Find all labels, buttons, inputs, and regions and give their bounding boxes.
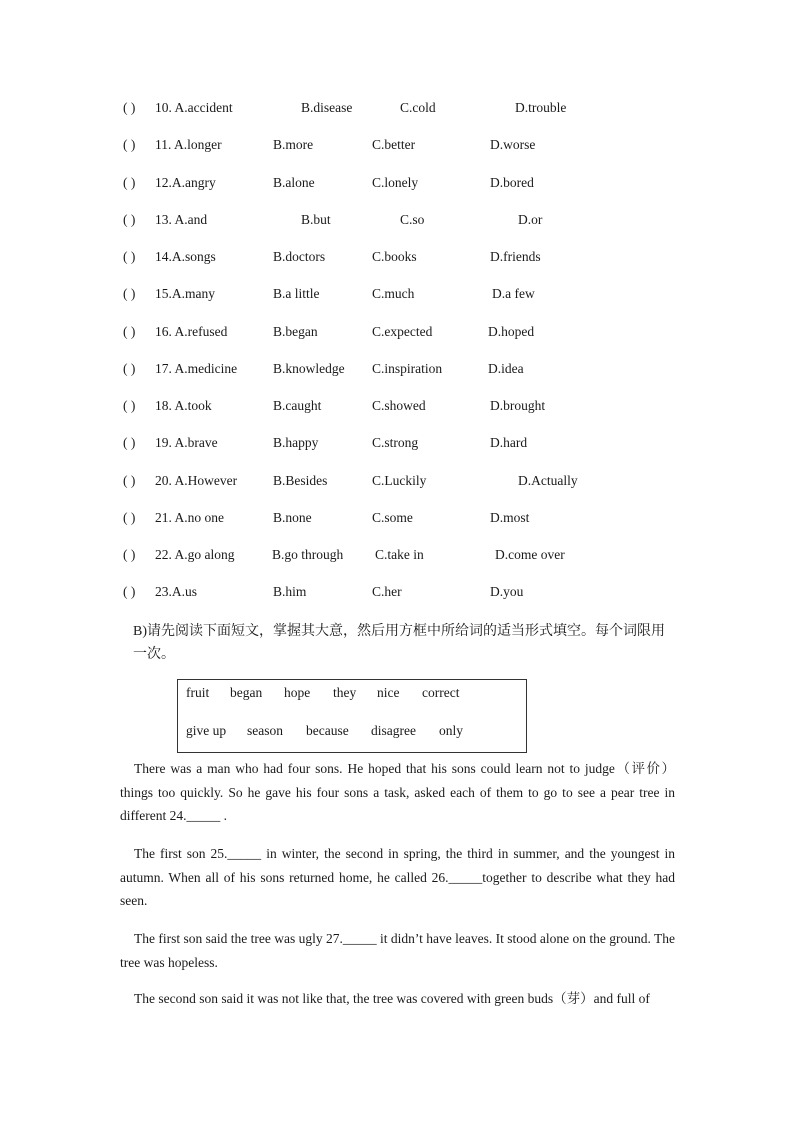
option-b: B.go through: [272, 547, 344, 562]
passage-paragraph: The first son 25._____ in winter, the second in spring, the third in summer, and the youngest in autumn. When all of his sons returned home, he called 26._____together to describe what they had seen.: [120, 846, 675, 908]
answer-blank[interactable]: ( ): [123, 286, 136, 301]
option-b: B.Besides: [273, 473, 328, 488]
option-b: B.him: [273, 584, 307, 599]
option-b: B.but: [301, 212, 331, 227]
answer-blank[interactable]: ( ): [123, 212, 136, 227]
option-c: C.take in: [375, 547, 424, 562]
option-a: 21. A.no one: [155, 510, 224, 525]
option-d: D.hoped: [488, 324, 535, 339]
option-d: D.a few: [492, 286, 535, 301]
option-d: D.Actually: [518, 473, 578, 488]
option-b: B.disease: [301, 100, 353, 115]
option-a: 18. A.took: [155, 398, 212, 413]
option-c: C.so: [400, 212, 425, 227]
option-d: D.idea: [488, 361, 524, 376]
option-c: C.showed: [372, 398, 426, 413]
answer-blank[interactable]: ( ): [123, 361, 136, 376]
passage-paragraph: The second son said it was not like that, the tree was covered with green buds（芽）and full of: [134, 991, 650, 1006]
passage-paragraph: The first son said the tree was ugly 27._____ it didn’t have leaves. It stood alone on the ground. The tree was hopeless.: [120, 931, 675, 970]
option-b: B.none: [273, 510, 312, 525]
answer-blank[interactable]: ( ): [123, 100, 136, 115]
word-bank-item: only: [439, 723, 464, 738]
option-a: 11. A.longer: [155, 137, 222, 152]
option-d: D.hard: [490, 435, 528, 450]
option-a: 13. A.and: [155, 212, 208, 227]
option-a: 16. A.refused: [155, 324, 228, 339]
word-bank-box: [177, 679, 527, 753]
answer-blank[interactable]: ( ): [123, 435, 136, 450]
answer-blank[interactable]: ( ): [123, 547, 136, 562]
option-c: C.much: [372, 286, 415, 301]
option-d: D.bored: [490, 175, 534, 190]
answer-blank[interactable]: ( ): [123, 137, 136, 152]
option-c: C.expected: [372, 324, 433, 339]
option-b: B.happy: [273, 435, 319, 450]
word-bank-item: give up: [186, 723, 227, 738]
option-d: D.most: [490, 510, 530, 525]
word-bank-item: disagree: [371, 723, 416, 738]
word-bank-item: began: [230, 685, 263, 700]
option-a: 20. A.However: [155, 473, 238, 488]
option-b: B.caught: [273, 398, 322, 413]
option-c: C.books: [372, 249, 417, 264]
option-a: 10. A.accident: [155, 100, 233, 115]
option-a: 23.A.us: [155, 584, 198, 599]
word-bank-item: nice: [377, 685, 400, 700]
option-d: D.you: [490, 584, 524, 599]
word-bank-item: hope: [284, 685, 311, 700]
option-b: B.a little: [273, 286, 320, 301]
word-bank-item: they: [333, 685, 357, 700]
option-d: D.or: [518, 212, 543, 227]
option-c: C.inspiration: [372, 361, 443, 376]
word-bank-item: season: [247, 723, 283, 738]
option-d: D.come over: [495, 547, 565, 562]
option-c: C.her: [372, 584, 402, 599]
word-bank-item: because: [306, 723, 349, 738]
option-d: D.friends: [490, 249, 541, 264]
option-c: C.Luckily: [372, 473, 427, 488]
option-b: B.alone: [273, 175, 315, 190]
option-d: D.trouble: [515, 100, 567, 115]
answer-blank[interactable]: ( ): [123, 175, 136, 190]
option-c: C.cold: [400, 100, 436, 115]
answer-blank[interactable]: ( ): [123, 324, 136, 339]
passage-paragraph: There was a man who had four sons. He hoped that his sons could learn not to judge（评价）things too quickly. So he gave his four sons a task, asked each of them to go to see a pear tree in different 24._____ .: [120, 761, 675, 823]
answer-blank[interactable]: ( ): [123, 473, 136, 488]
option-c: C.better: [372, 137, 416, 152]
word-bank-item: correct: [422, 685, 460, 700]
option-a: 14.A.songs: [155, 249, 216, 264]
option-a: 22. A.go along: [155, 547, 235, 562]
option-b: B.more: [273, 137, 314, 152]
option-a: 17. A.medicine: [155, 361, 238, 376]
option-b: B.doctors: [273, 249, 326, 264]
section-b-instructions: B)请先阅读下面短文，掌握其大意，然后用方框中所给词的适当形式填空。每个词限用一次。: [133, 624, 665, 662]
option-b: B.knowledge: [273, 361, 345, 376]
answer-blank[interactable]: ( ): [123, 584, 136, 599]
answer-blank[interactable]: ( ): [123, 249, 136, 264]
option-a: 12.A.angry: [155, 175, 216, 190]
option-c: C.some: [372, 510, 413, 525]
answer-blank[interactable]: ( ): [123, 398, 136, 413]
answer-blank[interactable]: ( ): [123, 510, 136, 525]
word-bank-item: fruit: [186, 685, 210, 700]
option-a: 19. A.brave: [155, 435, 218, 450]
option-d: D.worse: [490, 137, 536, 152]
option-d: D.brought: [490, 398, 546, 413]
option-c: C.lonely: [372, 175, 419, 190]
option-c: C.strong: [372, 435, 419, 450]
option-b: B.began: [273, 324, 318, 339]
option-a: 15.A.many: [155, 286, 215, 301]
